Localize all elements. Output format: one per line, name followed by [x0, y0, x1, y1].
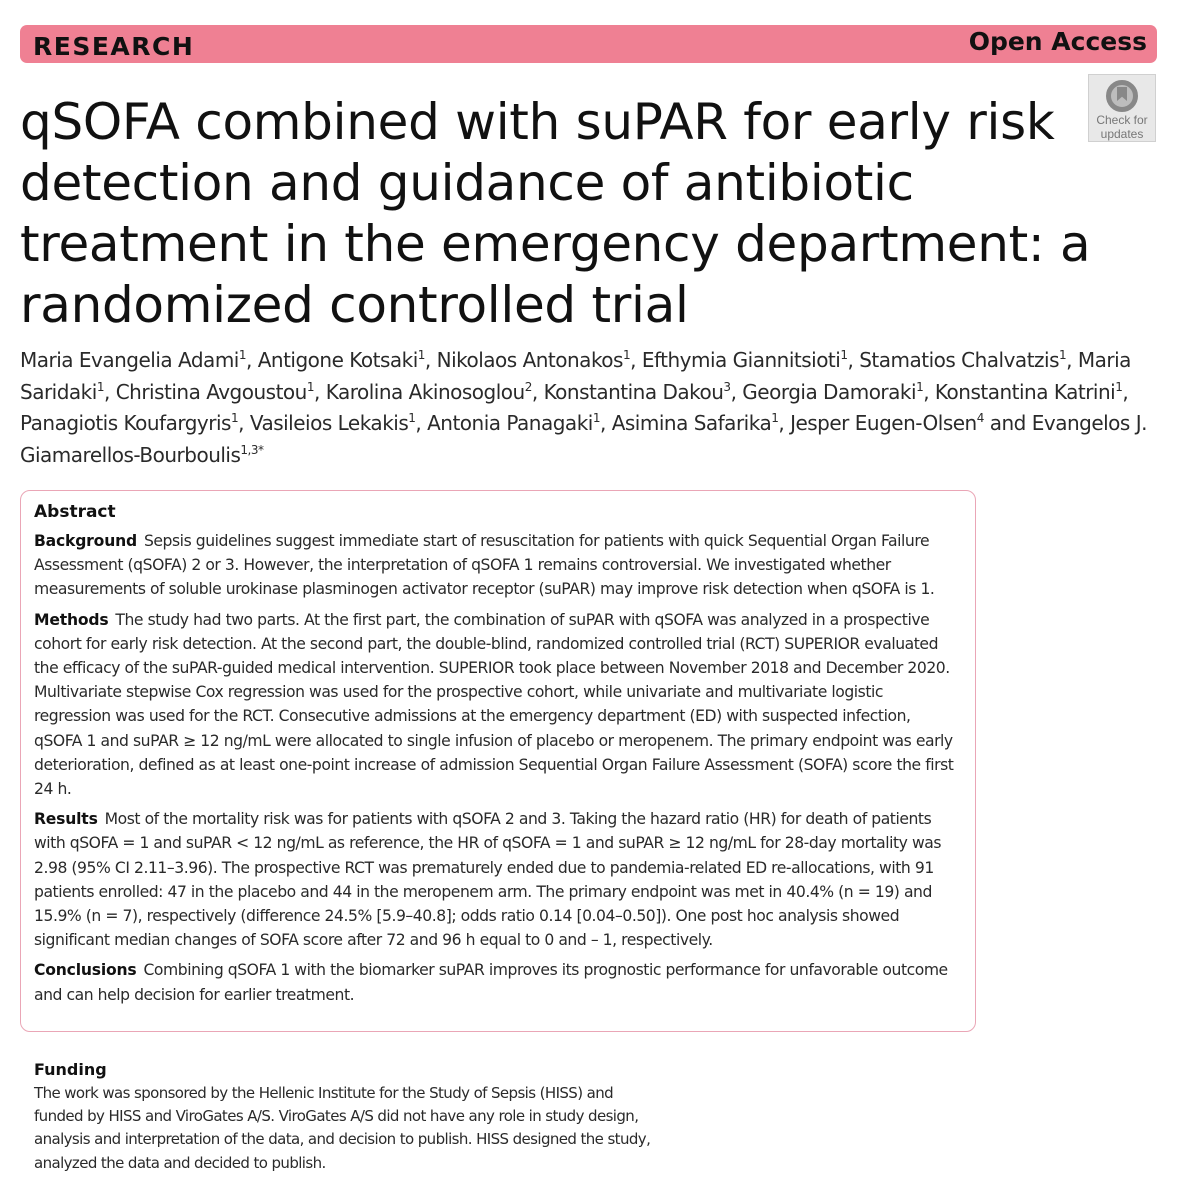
author-affiliation: 1 [1115, 379, 1123, 394]
funding-heading: Funding [34, 1060, 107, 1079]
section-heading: Methods [34, 610, 109, 629]
author-affiliation: 1 [840, 348, 848, 362]
author-name[interactable]: Antonia Panagaki [427, 411, 593, 435]
section-text: Sepsis guidelines suggest immediate start of resuscitation for patients with quick Sequential Organ Failure Assessment (qSOFA) 2 or 3. However, the interpretation of qSOFA 1 remains controversial. We investigated whether measurements of soluble urokinase plasminogen activator receptor (suPAR) may improve risk detection when qSOFA is 1. [34, 532, 935, 599]
author-affiliation: 1 [230, 411, 239, 425]
section-heading: Results [34, 810, 98, 829]
author-affiliation: 1 [771, 411, 779, 425]
author-affiliation: 1 [1059, 348, 1067, 362]
section-text: Combining qSOFA 1 with the biomarker suPAR improves its prognostic performance for unfavorable outcome and can help decision for earlier treatment. [34, 961, 948, 1004]
author-name[interactable]: Efthymia Giannitsioti [641, 348, 841, 372]
author-affiliation: 1 [622, 348, 631, 362]
author-affiliation: 1 [96, 379, 104, 394]
author-name[interactable]: Stamatios Chalvatzis [859, 348, 1060, 372]
author-affiliation: 1 [408, 411, 416, 425]
article-type-label: RESEARCH [33, 31, 195, 61]
section-text: Most of the mortality risk was for patients with qSOFA 2 and 3. Taking the hazard ratio (HR) for death of patients with qSOFA = 1 and suPAR < 12 ng/mL as reference, the HR of qSOFA = 1 and suPAR ≥ 12 ng/mL for 28-day mortality was 2.98 (95% CI 2.11–3.96). The prospective RCT was prematurely ended due to pandemia-related ED re-allocations, with 91 patients enrolled: 47 in the placebo and 44 in the meropenem arm. The primary endpoint was met in 40.4% (n = 19) and 15.9% (n = 7), respectively (difference 24.5% [5.9–40.8]; odds ratio 0.14 [0.04–0.50]). One post hoc analysis showed significant median changes of SOFA score after 72 and 96 h equal to 0 and – 1, respectively. [34, 810, 942, 950]
check-updates-line2: updates [1100, 127, 1144, 141]
author-affiliation: 1 [916, 379, 924, 394]
funding-text: The work was sponsored by the Hellenic Institute for the Study of Sepsis (HISS) and funded by HISS and ViroGates A/S. ViroGates A/S did not have any role in study design, analysis and interpretation of the data, and decision to publish. HISS designed the study, analyzed the data and decided to publish. [34, 1084, 651, 1172]
abstract-background [34, 529, 962, 602]
author-affiliation: 1 [306, 379, 314, 394]
author-name[interactable]: Nikolaos Antonakos [436, 348, 623, 372]
author-name[interactable]: Karolina Akinosoglou [325, 379, 525, 404]
funding-section [34, 1058, 654, 1175]
author-name[interactable]: Panagiotis Koufargyris [20, 411, 231, 435]
abstract-heading: Abstract [34, 502, 116, 522]
section-heading: Background [34, 532, 137, 550]
author-name[interactable]: Georgia Damoraki [742, 379, 917, 404]
author-affiliation: 4 [976, 411, 984, 425]
author-name[interactable]: Asimina Safarika [611, 411, 772, 435]
article-type-banner [20, 25, 1157, 63]
abstract-box [20, 490, 976, 1032]
author-name[interactable]: Konstantina Dakou [543, 379, 724, 404]
author-affiliation: 1 [417, 348, 425, 362]
author-name[interactable]: Maria Evangelia Adami [20, 348, 239, 372]
author-affiliation: 1,3* [240, 442, 264, 457]
author-affiliation: 2 [524, 379, 532, 394]
check-updates-line1: Check for [1096, 113, 1148, 127]
author-list: Maria Evangelia Adami$^1$, Antigone Kotsaki$^1$, Nikolaos Antonakos$^1$, Efthymia Giannitsioti$^1$, Stamatios Chalvatzis$^1$, Maria Saridaki$^1$, Christina Avgoustou$^1$, Karolina Akinosoglou$^2$, Konstantina Dakou$^3$, Georgia Damoraki$^1$, Konstantina Katrini$^1$, Panagiotis Koufargyris$^1$, Vasileios Lekakis$^1$, Antonia Panagaki$^1$, Asimina Safarika$^1$, Jesper Eugen-Olsen$^4$ and Evangelos J. Giamarellos-Bourboulis$^{1,3*}$ [20, 348, 1147, 467]
author-affiliation: 1 [238, 348, 246, 362]
author-name[interactable]: Vasileios Lekakis [249, 411, 409, 435]
section-text: The study had two parts. At the first part, the combination of suPAR with qSOFA was analyzed in a prospective cohort for early risk detection. At the second part, the double-blind, randomized controlled trial (RCT) SUPERIOR evaluated the efficacy of the suPAR-guided medical intervention. SUPERIOR took place between November 2018 and December 2020. Multivariate stepwise Cox regression was used for the prospective cohort, while univariate and multivariate logistic regression was used for the RCT. Consecutive admissions at the emergency department (ED) with suspected infection, qSOFA 1 and suPAR ≥ 12 ng/mL were allocated to single infusion of placebo or meropenem. The primary endpoint was early deterioration, defined as at least one-point increase of admission Sequential Organ Failure Assessment (SOFA) score the first 24 h. [34, 610, 954, 799]
author-affiliation: 1 [592, 411, 600, 425]
author-name[interactable]: Antigone Kotsaki [257, 348, 418, 372]
abstract-conclusions [34, 958, 962, 1006]
author-name[interactable]: Jesper Eugen-Olsen [790, 411, 977, 435]
article-title: qSOFA combined with suPAR for early risk detection and guidance of antibiotic treatment in the emergency department: a randomized controlled trial [20, 93, 1091, 334]
abstract-methods [34, 608, 962, 802]
author-name[interactable]: Christina Avgoustou [115, 379, 307, 404]
open-access-label[interactable]: Open Access [968, 26, 1147, 56]
author-name[interactable]: Konstantina Katrini [934, 379, 1116, 404]
author-affiliation: 3 [723, 379, 731, 394]
author-name[interactable]: Maria Saridaki [20, 348, 1131, 404]
abstract-results [34, 807, 962, 952]
author-name[interactable]: Evangelos J. Giamarellos-Bourboulis [20, 411, 1147, 467]
section-heading: Conclusions [34, 961, 137, 980]
